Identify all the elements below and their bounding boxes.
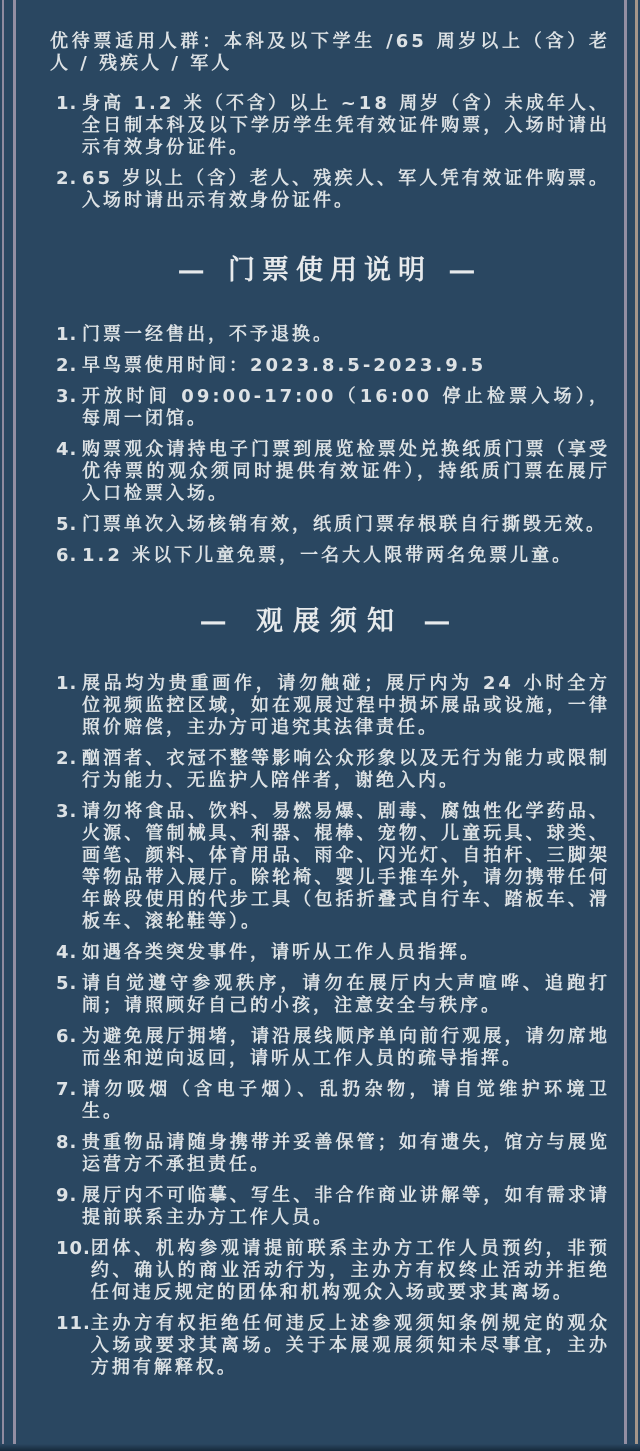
frame-line-left-inner — [13, 0, 16, 1451]
item-text: 身高 1.2 米（不含）以上 ~18 周岁（含）未成年人、全日制本科及以下学历学生凭有效证件购票，入场时请出示有效身份证件。 — [82, 93, 610, 158]
item-number: 9. — [56, 1185, 78, 1206]
item-number: 4. — [56, 942, 78, 963]
item-text: 开放时间 09:00-17:00（16:00 停止检票入场），每周一闭馆。 — [82, 386, 610, 429]
discount-eligibility-lead: 优待票适用人群：本科及以下学生 /65 周岁以上（含）老人 / 残疾人 / 军人 — [50, 31, 610, 74]
list-item — [50, 673, 610, 739]
item-text: 展厅内不可临摹、写生、非合作商业讲解等，如有需求请提前联系主办方工作人员。 — [82, 1185, 610, 1228]
item-number: 6. — [56, 1026, 78, 1047]
section-title-visitor-notice: — 观展须知 — — [199, 606, 461, 637]
item-text: 为避免展厅拥堵，请沿展线顺序单向前行观展，请勿席地而坐和逆向返回，请听从工作人员的疏导指挥。 — [82, 1026, 610, 1069]
list-item — [50, 1026, 610, 1070]
item-number: 3. — [56, 386, 78, 407]
item-number: 1. — [56, 324, 78, 345]
bottom-shade — [0, 1444, 640, 1451]
list-item — [50, 93, 610, 159]
list-item — [50, 439, 610, 505]
list-item — [50, 545, 610, 567]
notice-content — [50, 13, 610, 1379]
item-number: 1. — [56, 93, 78, 114]
item-number: 1. — [56, 673, 78, 694]
item-text: 展品均为贵重画作，请勿触碰；展厅内为 24 小时全方位视频监控区域，如在观展过程中损坏展品或设施，一律照价赔偿，主办方可追究其法律责任。 — [82, 673, 610, 738]
item-text: 门票一经售出，不予退换。 — [82, 324, 334, 345]
item-text: 主办方有权拒绝任何违反上述参观须知条例规定的观众入场或要求其离场。关于本展观展须知未尽事宜，主办方拥有解释权。 — [90, 1313, 610, 1378]
list-item — [50, 942, 610, 964]
section-title-ticket-usage: — 门票使用说明 — — [177, 255, 483, 286]
item-text: 早鸟票使用时间：2023.8.5-2023.9.5 — [82, 355, 487, 376]
frame-line-right-outer — [635, 0, 638, 1451]
item-text: 1.2 米以下儿童免票，一名大人限带两名免票儿童。 — [82, 545, 574, 566]
list-item — [50, 748, 610, 792]
discount-eligibility-list — [50, 93, 610, 212]
list-item — [50, 973, 610, 1017]
list-item — [50, 386, 610, 430]
item-number: 5. — [56, 514, 78, 535]
list-item — [50, 355, 610, 377]
item-number: 7. — [56, 1079, 78, 1100]
item-text: 请勿吸烟（含电子烟）、乱扔杂物，请自觉维护环境卫生。 — [82, 1079, 610, 1122]
item-text: 请勿将食品、饮料、易燃易爆、剧毒、腐蚀性化学药品、火源、管制械具、利器、棍棒、宠物、儿童玩具、球类、画笔、颜料、体育用品、雨伞、闪光灯、自拍杆、三脚架等物品带入展厅。除轮椅、婴儿手推车外，请勿携带任何年龄段使用的代步工具（包括折叠式自行车、踏板车、滑板车、滚轮鞋等）。 — [82, 801, 610, 932]
item-text: 购票观众请持电子门票到展览检票处兑换纸质门票（享受优待票的观众须同时提供有效证件），持纸质门票在展厅入口检票入场。 — [82, 439, 610, 504]
item-text: 65 岁以上（含）老人、残疾人、军人凭有效证件购票。入场时请出示有效身份证件。 — [82, 168, 610, 211]
list-item — [50, 1132, 610, 1176]
item-number: 4. — [56, 439, 78, 460]
item-number: 2. — [56, 168, 78, 189]
list-item — [50, 1185, 610, 1229]
item-number: 11. — [56, 1313, 91, 1334]
item-number: 2. — [56, 355, 78, 376]
list-item — [50, 1079, 610, 1123]
list-item — [50, 514, 610, 536]
item-number: 2. — [56, 748, 78, 769]
list-item — [50, 168, 610, 212]
list-item — [50, 324, 610, 346]
ticket-usage-list — [50, 324, 610, 567]
item-number: 6. — [56, 545, 78, 566]
item-number: 8. — [56, 1132, 78, 1153]
item-text: 如遇各类突发事件，请听从工作人员指挥。 — [82, 942, 481, 963]
item-text: 门票单次入场核销有效，纸质门票存根联自行撕毁无效。 — [82, 514, 607, 535]
frame-line-left-outer — [2, 0, 4, 1451]
frame-line-right-inner — [624, 0, 627, 1451]
item-number: 5. — [56, 973, 78, 994]
item-number: 10. — [56, 1238, 91, 1259]
item-text: 团体、机构参观请提前联系主办方工作人员预约，非预约、确认的商业活动行为，主办方有权终止活动并拒绝任何违反规定的团体和机构观众入场或要求其离场。 — [90, 1238, 610, 1303]
item-number: 3. — [56, 801, 78, 822]
item-text: 请自觉遵守参观秩序，请勿在展厅内大声喧哗、追跑打闹；请照顾好自己的小孩，注意安全与秩序。 — [82, 973, 610, 1016]
item-text: 贵重物品请随身携带并妥善保管；如有遗失，馆方与展览运营方不承担责任。 — [82, 1132, 610, 1175]
item-text: 酗酒者、衣冠不整等影响公众形象以及无行为能力或限制行为能力、无监护人陪伴者，谢绝入内。 — [82, 748, 610, 791]
list-item — [50, 1238, 610, 1304]
visitor-notice-list — [50, 673, 610, 1379]
list-item — [50, 801, 610, 933]
list-item — [50, 1313, 610, 1379]
